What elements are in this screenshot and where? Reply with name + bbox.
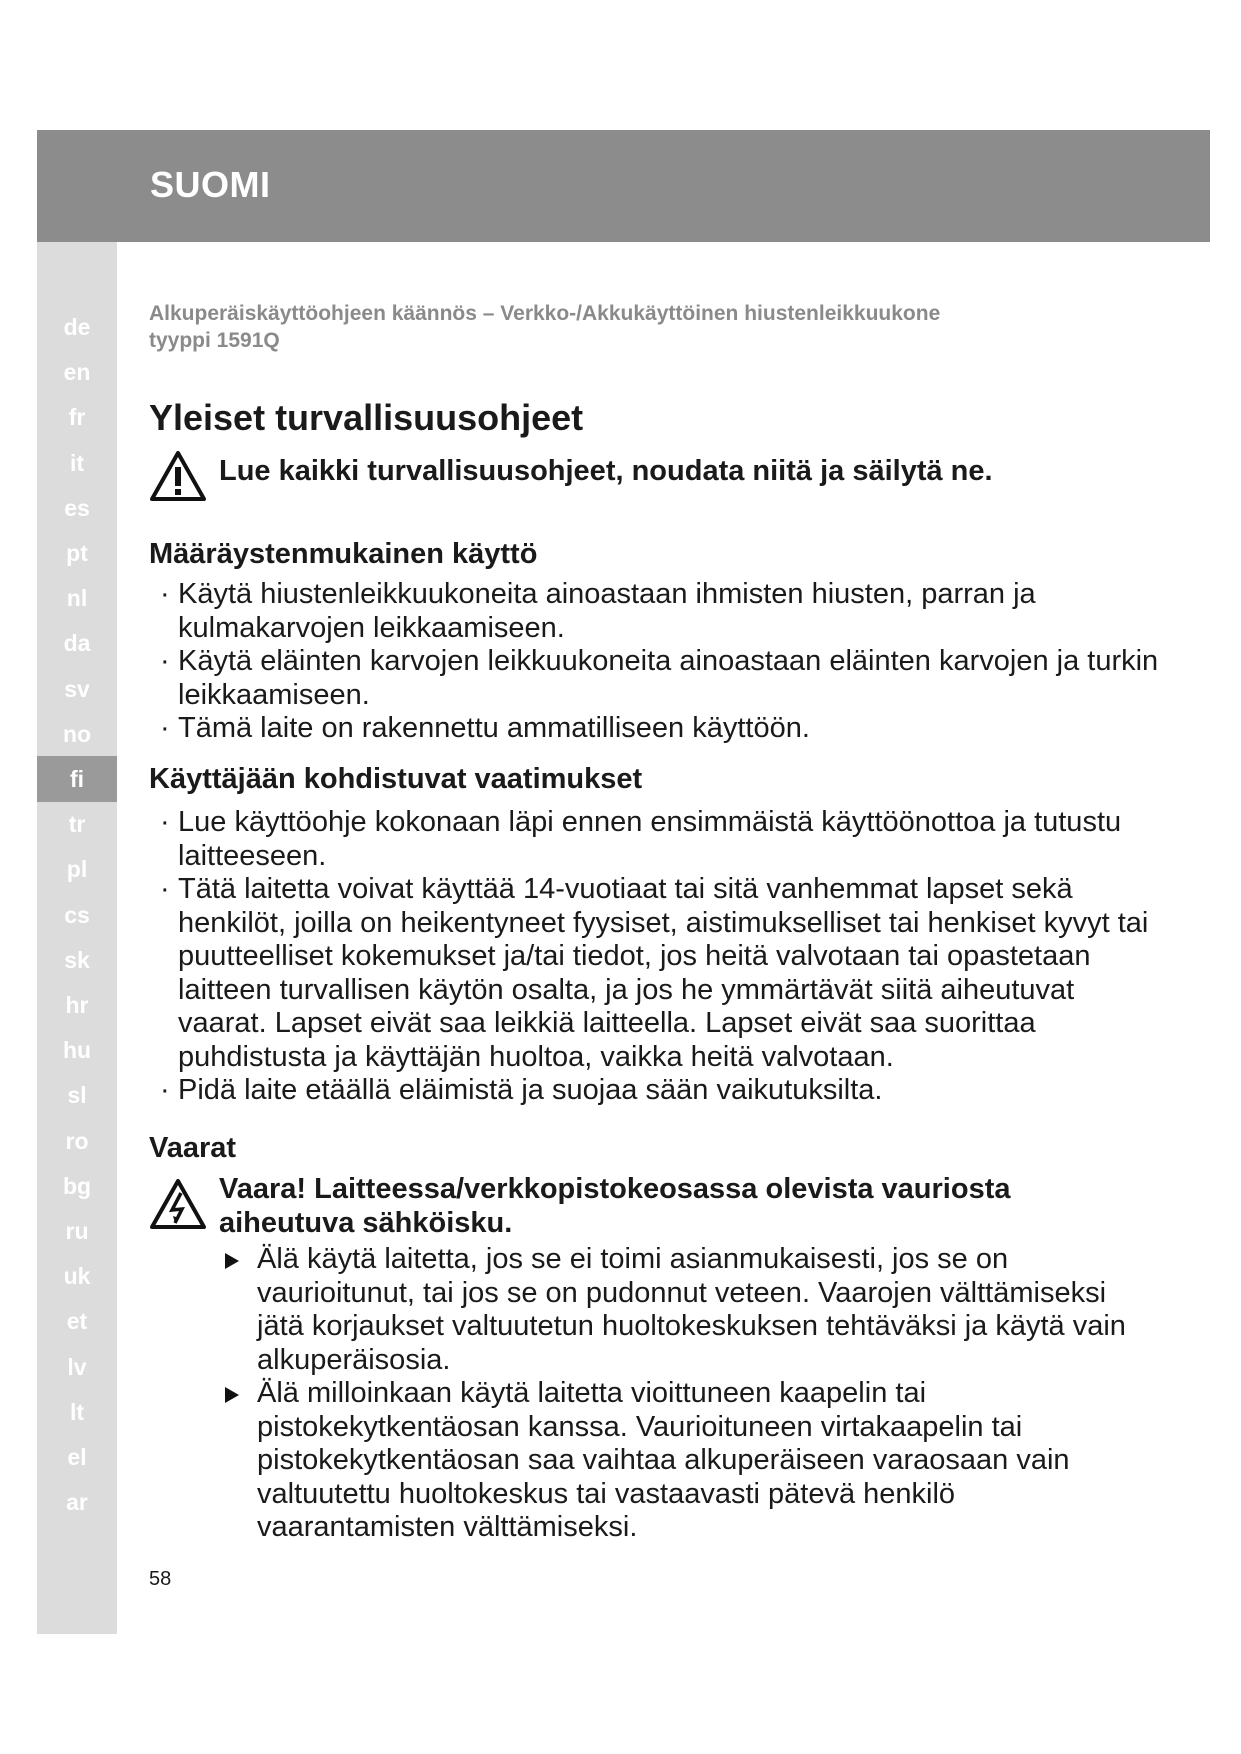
document-subtitle [149, 300, 1069, 354]
language-tab-sl[interactable]: sl [67, 1082, 87, 1109]
language-tab-fr[interactable]: fr [68, 404, 86, 431]
subtitle-line-2: tyyppi 1591Q [149, 329, 280, 352]
list-item: · Käytä hiustenleikkuukoneita ainoastaan ihmisten hiusten, parran ja kulmakarvojen leikkaamiseen. [160, 578, 1036, 644]
language-sidebar [37, 242, 117, 1634]
language-tab-fi[interactable]: fi [37, 756, 117, 802]
bullet-arrow-icon [225, 1387, 239, 1403]
language-tab-pl[interactable]: pl [66, 856, 88, 883]
electric-shock-warning-icon [149, 1178, 207, 1230]
section-heading-hazards: Vaarat [149, 1132, 237, 1164]
language-tab-uk[interactable]: uk [63, 1263, 91, 1290]
list-item: · Tätä laitetta voivat käyttää 14-vuotiaat tai sitä vanhemmat lapset sekä henkilöt, joilla on heikentyneet fyysiset, aistimukselliset tai henkiset kyvyt tai puutteelliset kokemukset ja/tai tiedot, jos heitä valvotaan tai opastetaan laitteen turvallisen käytön osalta, ja jos he ymmärtävät siitä aiheutuvat vaarat. Lapset eivät saa leikkiä laitteella. Lapset eivät saa suorittaa puhdistusta ja käyttäjän huoltoa, vaikka heitä valvotaan. [160, 873, 1149, 1073]
list-item: Älä käytä laitetta, jos se ei toimi asianmukaisesti, jos se on vaurioitunut, tai jos se on pudonnut veteen. Vaarojen välttämiseksi jätä korjaukset valtuutetun huoltokeskuksen tehtäväksi ja käytä vain alkuperäisosia. [225, 1243, 1145, 1377]
bullet-arrow-icon [225, 1253, 239, 1269]
language-tab-cs[interactable]: cs [64, 901, 90, 928]
list-item: · Pidä laite etäällä eläimistä ja suojaa sään vaikutuksilta. [160, 1074, 883, 1106]
hazards-list [225, 1243, 1145, 1545]
list-item: · Lue käyttöohje kokonaan läpi ennen ensimmäistä käyttöönottoa ja tutustu laitteeseen. [160, 806, 1122, 872]
language-tab-lt[interactable]: lt [69, 1398, 85, 1425]
warning-triangle-icon [149, 450, 207, 502]
language-tab-da[interactable]: da [63, 630, 91, 657]
list-item: · Tämä laite on rakennettu ammatilliseen käyttöön. [160, 712, 810, 744]
language-tab-lv[interactable]: lv [67, 1353, 87, 1380]
language-tab-de[interactable]: de [63, 314, 91, 340]
subtitle-line-1: Alkuperäiskäyttöohjeen käännös – Verkko-/Akkukäyttöinen hiustenleikkuukone [149, 302, 941, 325]
language-tab-es[interactable]: es [64, 494, 90, 521]
language-tab-hu[interactable]: hu [62, 1037, 92, 1064]
language-tab-tr[interactable]: tr [68, 811, 86, 838]
language-tab-ar[interactable]: ar [66, 1489, 88, 1516]
language-tab-ro[interactable]: ro [65, 1127, 89, 1154]
language-tab-sv[interactable]: sv [64, 675, 90, 702]
section-heading-user-requirements: Käyttäjään kohdistuvat vaatimukset [149, 763, 643, 795]
language-tab-en[interactable]: en [63, 359, 91, 386]
language-tab-hr[interactable]: hr [65, 992, 89, 1018]
page-number: 58 [149, 1568, 172, 1590]
section-heading-intended-use: Määräystenmukainen käyttö [149, 538, 538, 570]
shock-warning-text: Vaara! Laitteessa/verkkopistokeosassa olevista vauriosta aiheutuva sähköisku. [219, 1173, 1011, 1239]
language-tab-ru[interactable]: ru [65, 1218, 89, 1244]
user-requirements-list [160, 806, 1160, 1108]
language-tab-pt[interactable]: pt [66, 540, 88, 566]
language-tab-no[interactable]: no [62, 720, 92, 747]
language-tab-bg[interactable]: bg [62, 1172, 92, 1199]
page-header [37, 130, 1210, 242]
language-tab-el[interactable]: el [67, 1444, 87, 1470]
language-title: SUOMI [150, 164, 271, 205]
list-item: Älä milloinkaan käytä laitetta vioittuneen kaapelin tai pistokekytkentäosan kanssa. Vaurioituneen virtakaapelin tai pistokekytkentäosan saa vaihtaa alkuperäiseen varaosaan vain valtuutettu huoltokeskus tai vastaavasti pätevä henkilö vaarantamisten välttämiseksi. [225, 1377, 1145, 1545]
language-tab-sk[interactable]: sk [64, 946, 90, 973]
list-item: · Käytä eläinten karvojen leikkuukoneita ainoastaan eläinten karvojen ja turkin leikkaamiseen. [160, 645, 1159, 711]
general-warning-text: Lue kaikki turvallisuusohjeet, noudata niitä ja säilytä ne. [219, 455, 993, 487]
main-heading: Yleiset turvallisuusohjeet [149, 397, 584, 438]
language-tab-et[interactable]: et [66, 1308, 88, 1335]
language-tab-it[interactable]: it [69, 449, 85, 476]
intended-use-list [160, 578, 1160, 746]
language-tab-nl[interactable]: nl [66, 585, 88, 612]
